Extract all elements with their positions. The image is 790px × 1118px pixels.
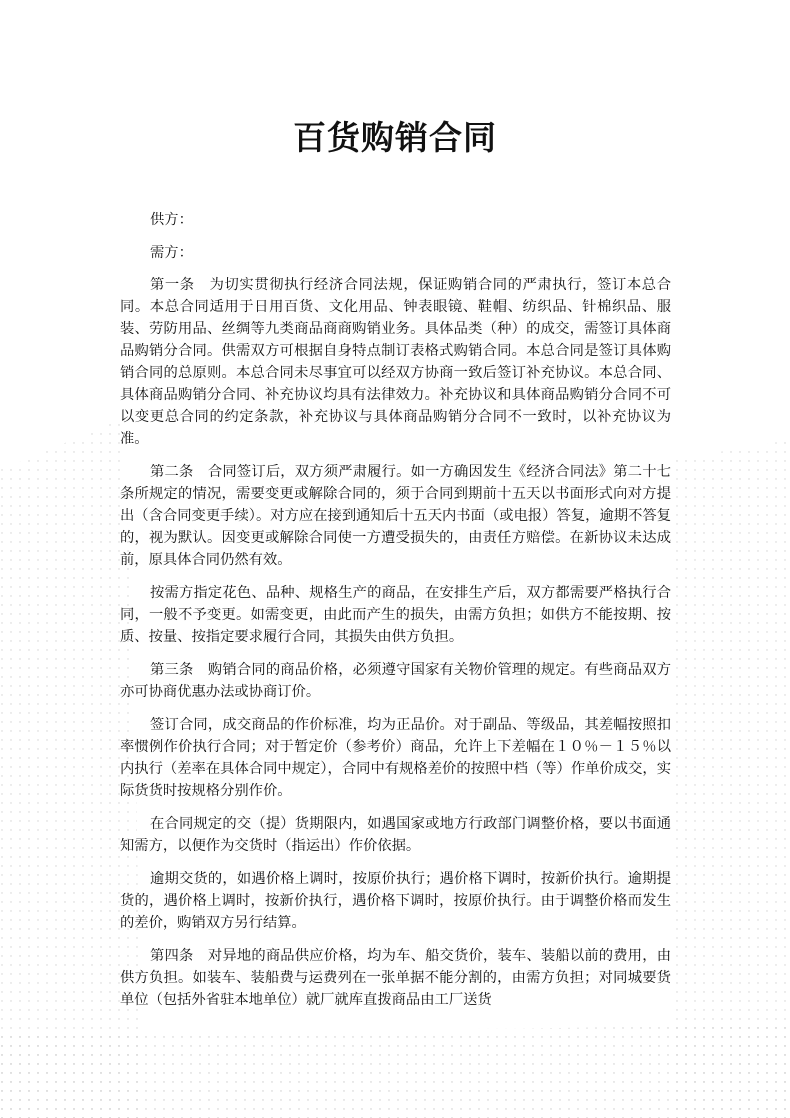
clause-4-paragraph: 第四条 对异地的商品供应价格，均为车、船交货价，装车、装船以前的费用，由供方负担。如装车、装船费与运费列在一张单据不能分割的，由需方负担；对同城要货单位（包括外省驻本地单位）就厂就库直拨商品由工厂送货: [120, 948, 671, 1008]
contract-body: [120, 208, 671, 1022]
price-adjustment-paragraph: 在合同规定的交（提）货期限内，如遇国家或地方行政部门调整价格，要以书面通知需方，以便作为交货时（指运出）作价依据。: [120, 816, 671, 854]
pricing-standard-paragraph: 签订合同，成交商品的作价标准，均为正品价。对于副品、等级品，其差幅按照扣率惯例作价执行合同；对于暂定价（参考价）商品，允许上下差幅在１０％－１５％以内执行（差率在具体合同中规定），合同中有规格差价的按照中档（等）作单价成交，实际货货时按规格分别作价。: [120, 717, 671, 799]
overdue-delivery-paragraph: 逾期交货的，如遇价格上调时，按原价执行；遇价格下调时，按新价执行。逾期提货的，遇价格上调时，按新价执行，遇价格下调时，按原价执行。由于调整价格而发生的差价，购销双方另行结算。: [120, 871, 671, 931]
seller-label: 供方：: [150, 212, 193, 228]
clause-1-paragraph: 第一条 为切实贯彻执行经济合同法规，保证购销合同的严肃执行，签订本总合同。本总合同适用于日用百货、文化用品、钟表眼镜、鞋帽、纺织品、针棉织品、服装、劳防用品、丝绸等九类商品商商购销业务。具体品类（种）的成交，需签订具体商品购销分合同。供需双方可根据自身特点制订表格式购销合同。本总合同是签订具体购销合同的总原则。本总合同未尽事宜可以经双方协商一致后签订补充协议。本总合同、具体商品购销分合同、补充协议均具有法律效力。补充协议和具体商品购销分合同不可以变更总合同的约定条款，补充协议与具体商品购销分合同不一致时，以补充协议为准。: [120, 277, 671, 447]
clause-2-paragraph: 第二条 合同签订后，双方须严肃履行。如一方确因发生《经济合同法》第二十七条所规定的情况，需要变更或解除合同的，须于合同到期前十五天以书面形式向对方提出（含合同变更手续）。对方应在接到通知后十五天内书面（或电报）答复，逾期不答复的，视为默认。因变更或解除合同使一方遭受损失的，由责任方赔偿。在新协议未达成前，原具体合同仍然有效。: [120, 464, 671, 568]
buyer-label: 需方：: [150, 245, 193, 261]
document-title: 百货购销合同: [293, 118, 497, 157]
custom-production-paragraph: 按需方指定花色、品种、规格生产的商品，在安排生产后，双方都需要严格执行合同，一般不予变更。如需变更，由此而产生的损失，由需方负担；如供方不能按期、按质、按量、按指定要求履行合同，其损失由供方负担。: [120, 585, 671, 645]
clause-3-paragraph: 第三条 购销合同的商品价格，必须遵守国家有关物价管理的规定。有些商品双方亦可协商优惠办法或协商订价。: [120, 662, 671, 700]
